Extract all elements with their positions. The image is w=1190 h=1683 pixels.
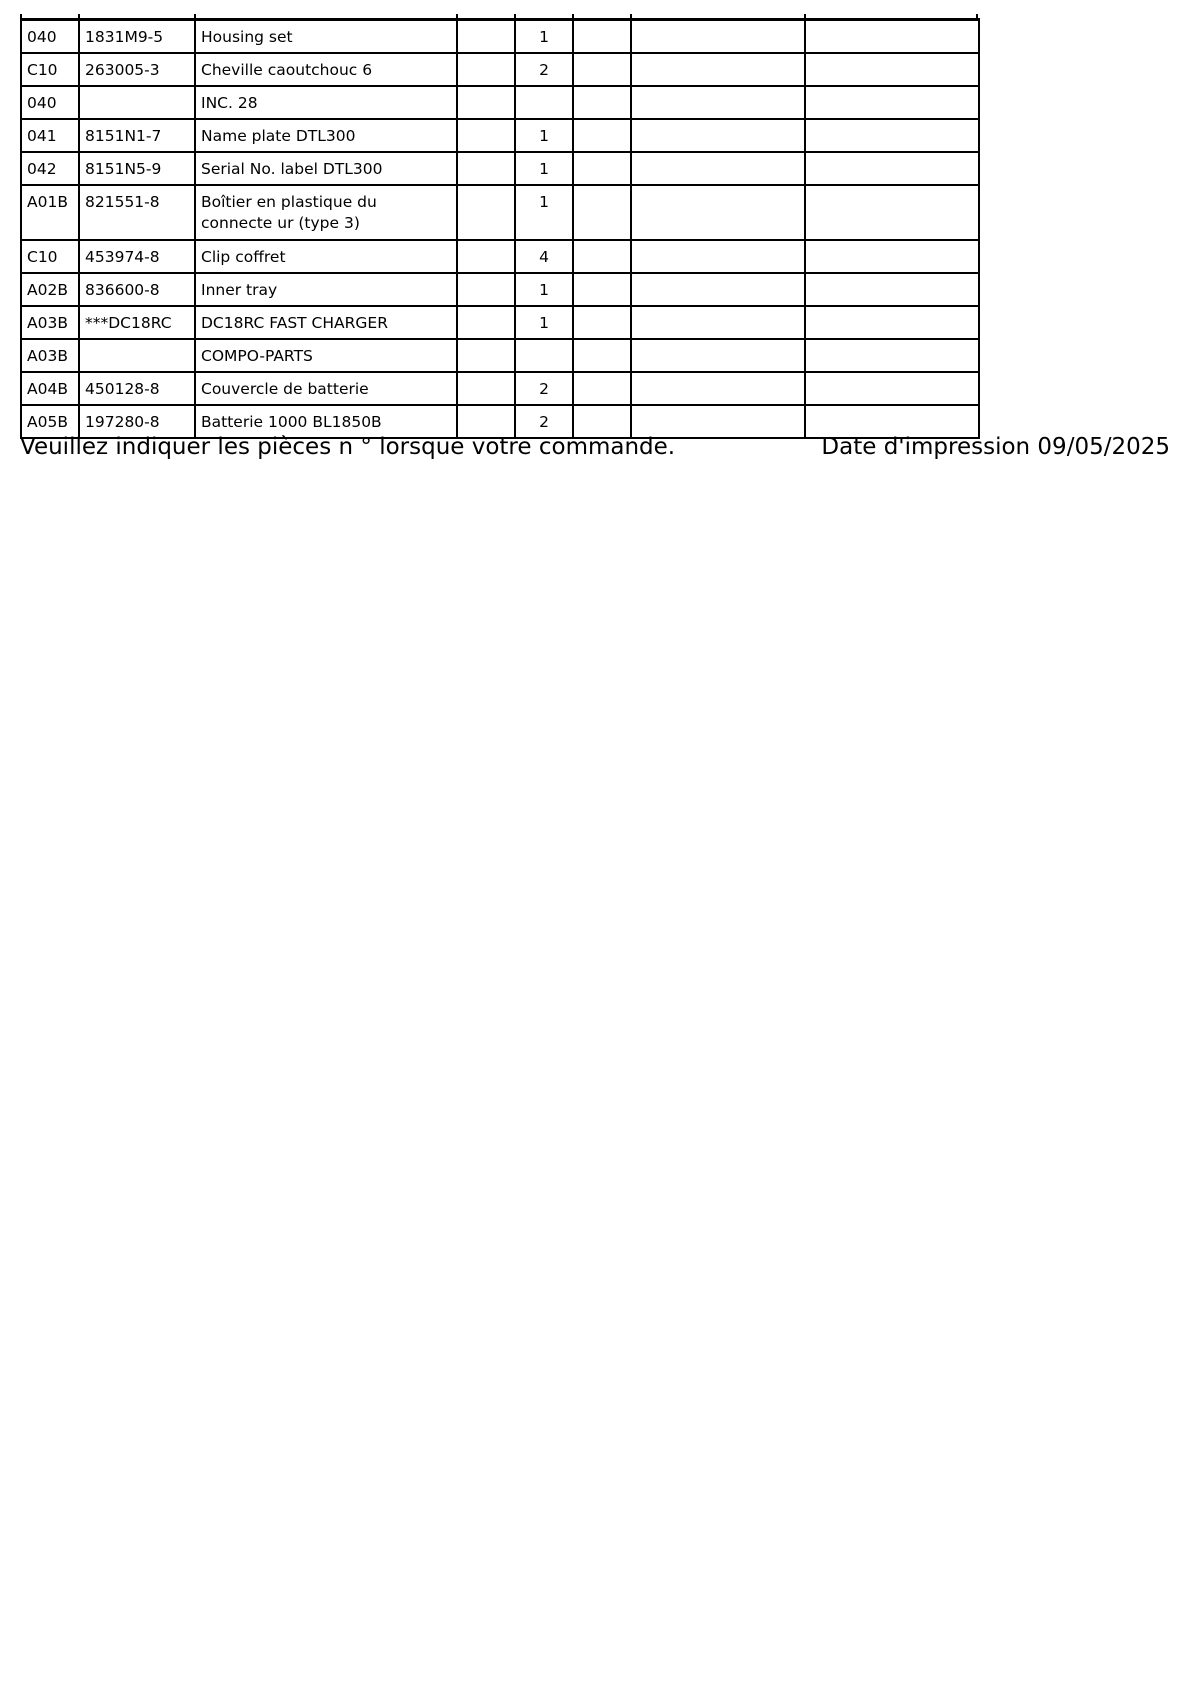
part-number-cell: 8151N5-9 xyxy=(79,152,195,185)
part-number-cell: 197280-8 xyxy=(79,405,195,438)
part-number-cell: 1831M9-5 xyxy=(79,20,195,54)
table-row xyxy=(21,152,979,185)
empty-cell xyxy=(805,273,979,306)
description-cell: Serial No. label DTL300 xyxy=(195,152,457,185)
part-number-cell: ***DC18RC xyxy=(79,306,195,339)
ref-number-cell: A04B xyxy=(21,372,79,405)
table-row xyxy=(21,240,979,273)
empty-cell xyxy=(457,152,515,185)
ref-number-cell: A01B xyxy=(21,185,79,240)
empty-cell xyxy=(457,86,515,119)
quantity-cell xyxy=(515,339,573,372)
empty-cell xyxy=(631,20,805,54)
description-cell: INC. 28 xyxy=(195,86,457,119)
quantity-cell: 1 xyxy=(515,306,573,339)
empty-cell xyxy=(573,339,631,372)
quantity-cell: 2 xyxy=(515,53,573,86)
ref-number-cell: 040 xyxy=(21,86,79,119)
description-cell: Housing set xyxy=(195,20,457,54)
quantity-cell xyxy=(515,86,573,119)
ref-number-cell: A02B xyxy=(21,273,79,306)
table-row xyxy=(21,53,979,86)
empty-cell xyxy=(457,339,515,372)
ref-number-cell: 042 xyxy=(21,152,79,185)
table-top-stubs xyxy=(20,14,978,20)
part-number-cell: 821551-8 xyxy=(79,185,195,240)
empty-cell xyxy=(631,273,805,306)
empty-cell xyxy=(805,53,979,86)
empty-cell xyxy=(805,372,979,405)
part-number-cell: 836600-8 xyxy=(79,273,195,306)
empty-cell xyxy=(573,119,631,152)
ref-number-cell: A03B xyxy=(21,339,79,372)
ref-number-cell: 041 xyxy=(21,119,79,152)
empty-cell xyxy=(457,240,515,273)
empty-cell xyxy=(457,306,515,339)
empty-cell xyxy=(573,20,631,54)
ref-number-cell: A05B xyxy=(21,405,79,438)
empty-cell xyxy=(805,86,979,119)
empty-cell xyxy=(573,372,631,405)
empty-cell xyxy=(631,339,805,372)
quantity-cell: 1 xyxy=(515,152,573,185)
table-row xyxy=(21,339,979,372)
description-cell: Boîtier en plastique du connecte ur (type 3) xyxy=(195,185,457,240)
empty-cell xyxy=(805,20,979,54)
empty-cell xyxy=(457,273,515,306)
empty-cell xyxy=(457,119,515,152)
empty-cell xyxy=(631,53,805,86)
quantity-cell: 1 xyxy=(515,273,573,306)
description-cell: Cheville caoutchouc 6 xyxy=(195,53,457,86)
description-cell: Batterie 1000 BL1850B xyxy=(195,405,457,438)
empty-cell xyxy=(573,306,631,339)
empty-cell xyxy=(457,20,515,54)
empty-cell xyxy=(573,240,631,273)
empty-cell xyxy=(631,86,805,119)
empty-cell xyxy=(631,372,805,405)
empty-cell xyxy=(805,306,979,339)
quantity-cell: 2 xyxy=(515,405,573,438)
empty-cell xyxy=(631,306,805,339)
empty-cell xyxy=(805,185,979,240)
empty-cell xyxy=(805,152,979,185)
empty-cell xyxy=(631,240,805,273)
part-number-cell: 453974-8 xyxy=(79,240,195,273)
empty-cell xyxy=(573,273,631,306)
empty-cell xyxy=(573,152,631,185)
part-number-cell xyxy=(79,339,195,372)
table-row xyxy=(21,306,979,339)
table-row xyxy=(21,86,979,119)
quantity-cell: 4 xyxy=(515,240,573,273)
print-date: Date d'impression 09/05/2025 xyxy=(821,434,1170,460)
quantity-cell: 1 xyxy=(515,20,573,54)
description-cell: Inner tray xyxy=(195,273,457,306)
table-row xyxy=(21,273,979,306)
empty-cell xyxy=(573,53,631,86)
part-number-cell: 8151N1-7 xyxy=(79,119,195,152)
description-cell: Name plate DTL300 xyxy=(195,119,457,152)
description-cell: Clip coffret xyxy=(195,240,457,273)
table-row xyxy=(21,20,979,54)
part-number-cell: 263005-3 xyxy=(79,53,195,86)
parts-list xyxy=(20,18,978,439)
table-row xyxy=(21,372,979,405)
description-cell: DC18RC FAST CHARGER xyxy=(195,306,457,339)
part-number-cell xyxy=(79,86,195,119)
empty-cell xyxy=(457,185,515,240)
parts-table xyxy=(20,18,980,439)
part-number-cell: 450128-8 xyxy=(79,372,195,405)
empty-cell xyxy=(805,240,979,273)
table-row xyxy=(21,119,979,152)
empty-cell xyxy=(631,185,805,240)
quantity-cell: 2 xyxy=(515,372,573,405)
empty-cell xyxy=(573,86,631,119)
parts-table-body xyxy=(21,20,979,439)
empty-cell xyxy=(457,53,515,86)
ref-number-cell: 040 xyxy=(21,20,79,54)
ref-number-cell: C10 xyxy=(21,53,79,86)
empty-cell xyxy=(805,339,979,372)
quantity-cell: 1 xyxy=(515,185,573,240)
empty-cell xyxy=(457,372,515,405)
empty-cell xyxy=(631,152,805,185)
quantity-cell: 1 xyxy=(515,119,573,152)
ref-number-cell: A03B xyxy=(21,306,79,339)
description-cell: Couvercle de batterie xyxy=(195,372,457,405)
empty-cell xyxy=(631,119,805,152)
empty-cell xyxy=(805,119,979,152)
description-cell: COMPO-PARTS xyxy=(195,339,457,372)
order-instruction: Veuillez indiquer les pièces n ° lorsque votre commande. xyxy=(20,434,676,460)
ref-number-cell: C10 xyxy=(21,240,79,273)
table-row xyxy=(21,185,979,240)
empty-cell xyxy=(573,185,631,240)
